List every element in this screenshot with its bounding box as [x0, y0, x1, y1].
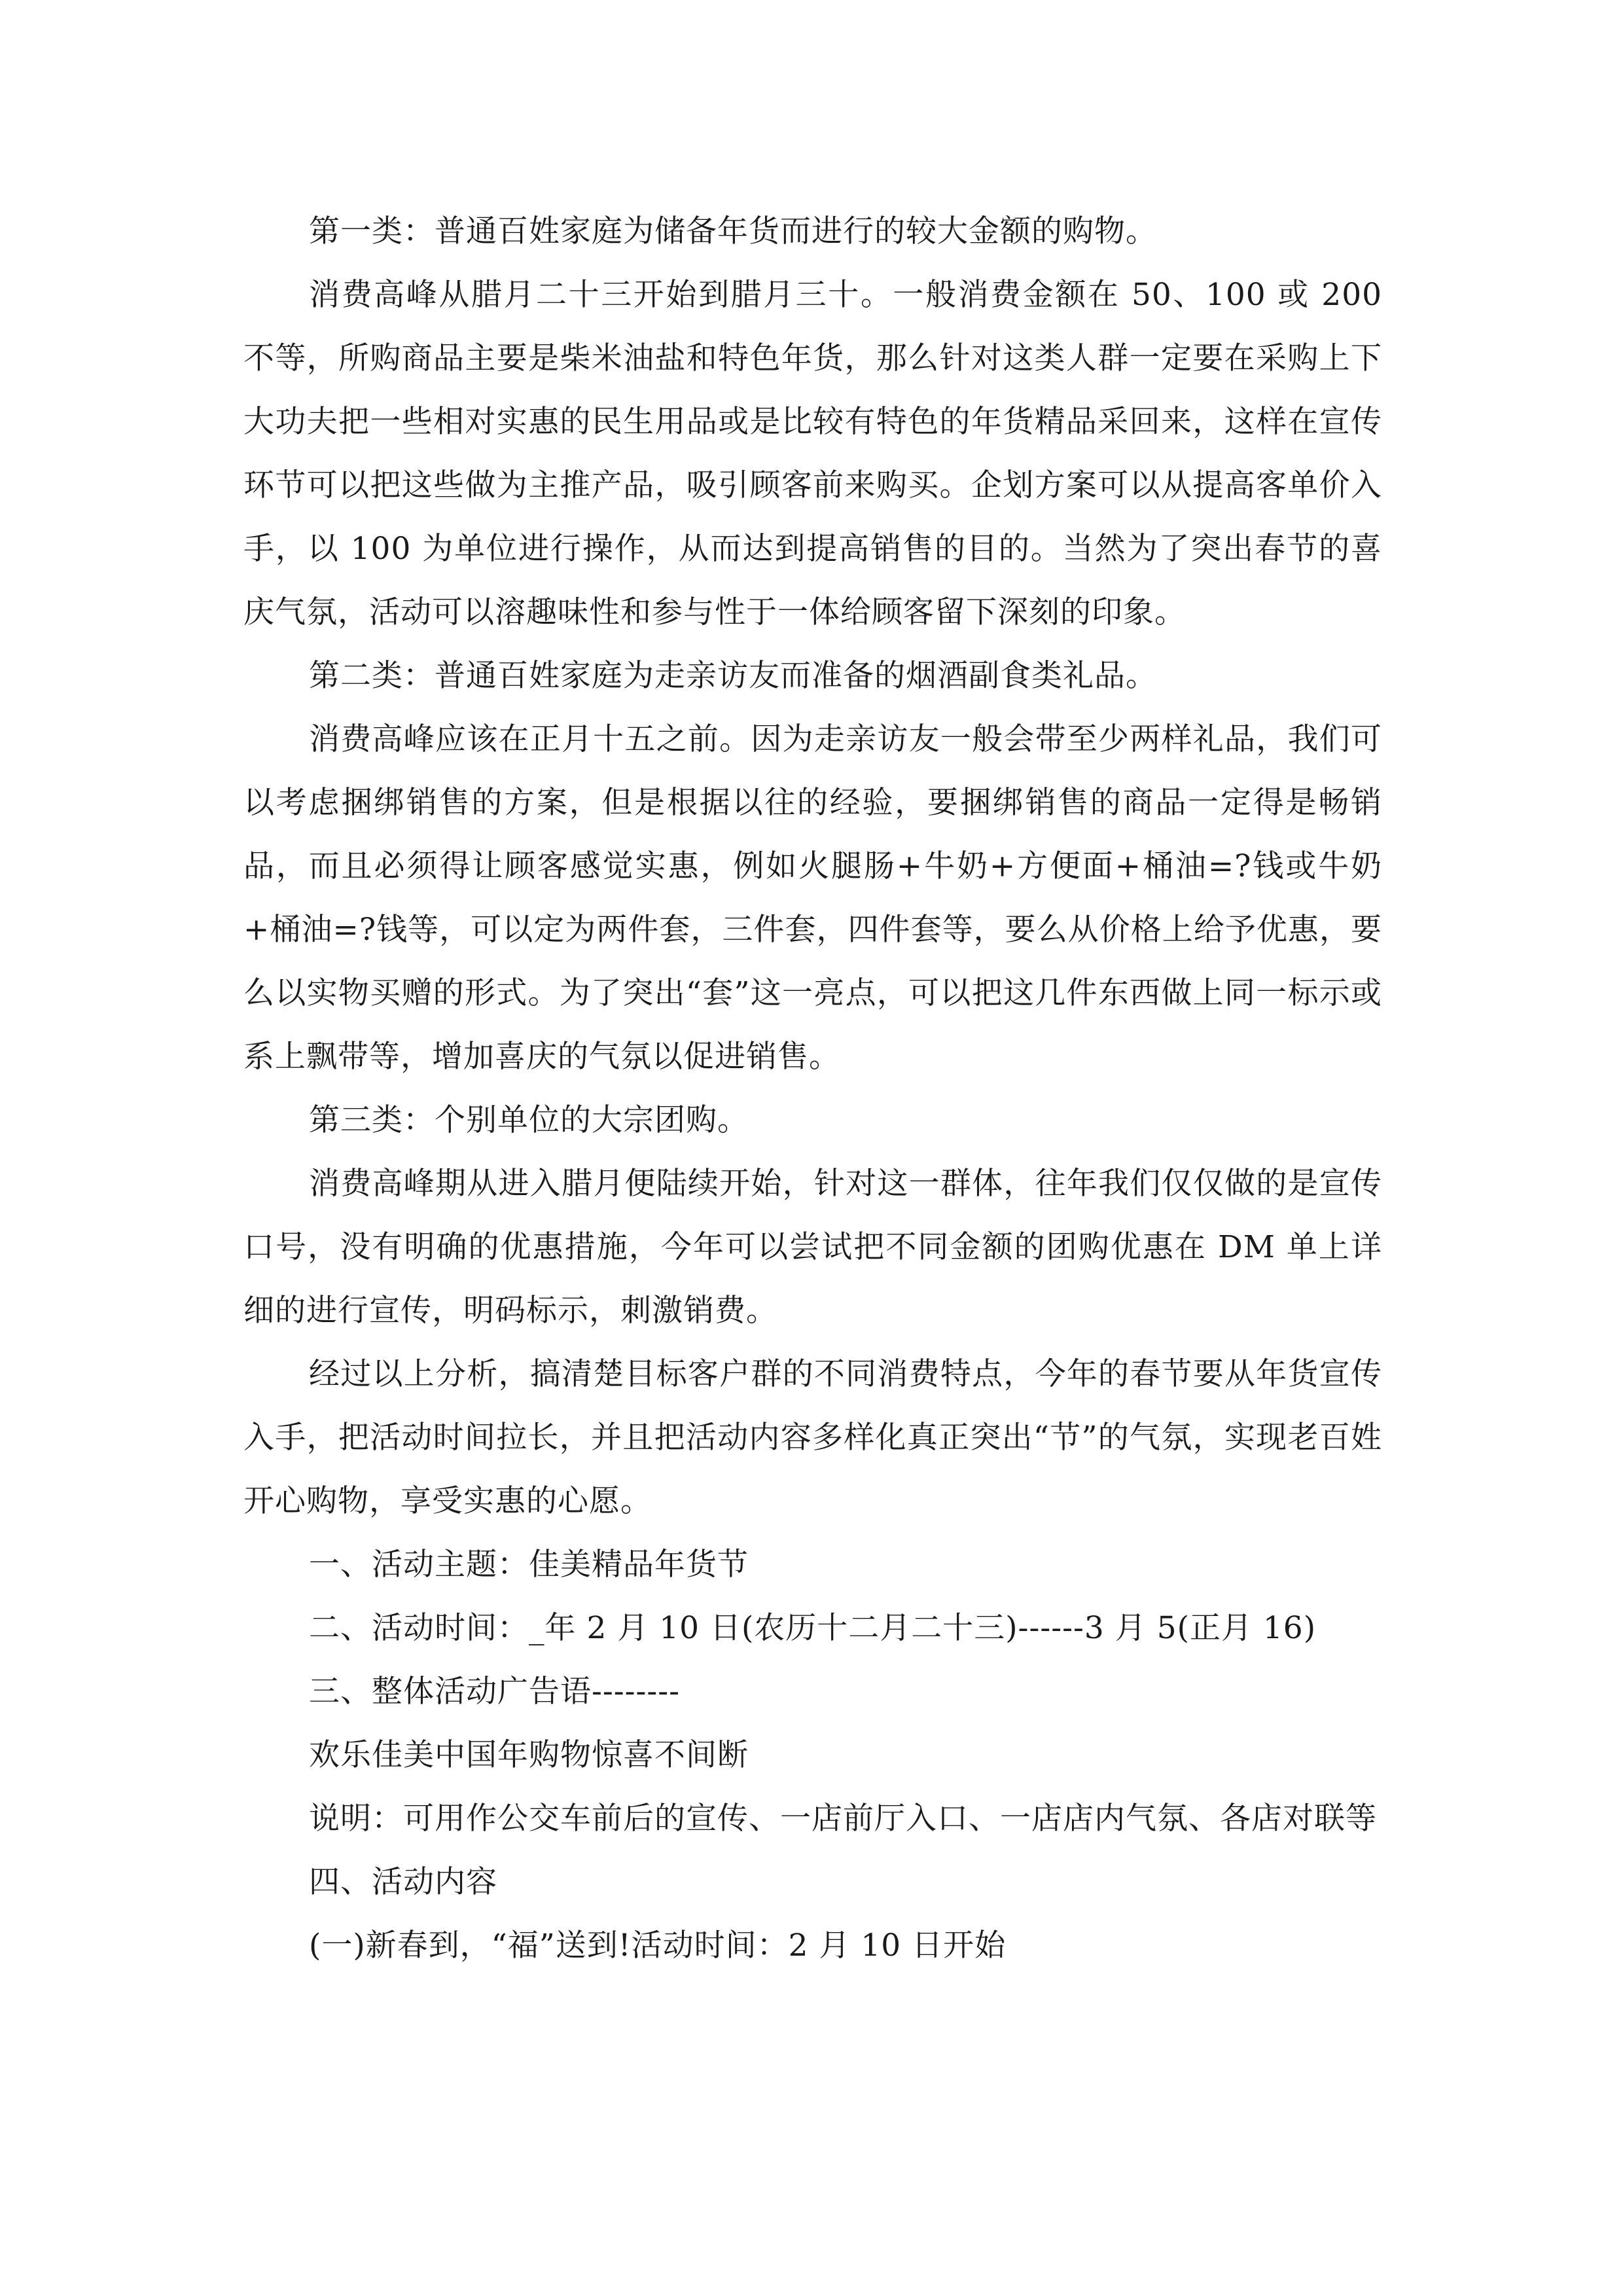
slogan-text: 欢乐佳美中国年购物惊喜不间断 — [309, 1737, 749, 1773]
paragraph-category-3-body: 消费高峰期从进入腊月便陆续开始，针对这一群体，往年我们仅仅做的是宣传口号，没有明确的优惠措施，今年可以尝试把不同金额的团购优惠在 DM 单上详细的进行宣传，明码标示，刺激销费。 — [243, 1166, 1382, 1329]
section-activity-content-heading: 四、活动内容 — [309, 1864, 497, 1900]
section-slogan-heading: 三、整体活动广告语-------- — [309, 1674, 681, 1710]
paragraph-category-2-body: 消费高峰应该在正月十五之前。因为走亲访友一般会带至少两样礼品，我们可以考虑捆绑销售的方案，但是根据以往的经验，要捆绑销售的商品一定得是畅销品，而且必须得让顾客感觉实惠，例如火腿肠+牛奶+方便面+桶油=?钱或牛奶+桶油=?钱等，可以定为两件套，三件套，四件套等，要么从价格上给予优惠，要么以实物买赠的形式。为了突出“套”这一亮点，可以把这几件东西做上同一标示或系上飘带等，增加喜庆的气氛以促进销售。 — [243, 721, 1382, 1075]
section-activity-theme: 一、活动主题：佳美精品年货节 — [309, 1547, 749, 1583]
paragraph-category-2-title: 第二类：普通百姓家庭为走亲访友而准备的烟酒副食类礼品。 — [309, 658, 1157, 694]
paragraph-category-3-title: 第三类：个别单位的大宗团购。 — [309, 1102, 749, 1138]
document-body — [243, 200, 1382, 1977]
paragraph-category-1-body: 消费高峰从腊月二十三开始到腊月三十。一般消费金额在 50、100 或 200 不等，所购商品主要是柴米油盐和特色年货，那么针对这类人群一定要在采购上下大功夫把一些相对实惠的民生用品或是比较有特色的年货精品采回来，这样在宣传环节可以把这些做为主推产品，吸引顾客前来购买。企划方案可以从提高客单价入手，以 100 为单位进行操作，从而达到提高销售的目的。当然为了突出春节的喜庆气氛，活动可以溶趣味性和参与性于一体给顾客留下深刻的印象。 — [243, 277, 1382, 630]
slogan-usage-note: 说明：可用作公交车前后的宣传、一店前厅入口、一店店内气氛、各店对联等 — [309, 1801, 1377, 1837]
paragraph-category-1-title: 第一类：普通百姓家庭为储备年货而进行的较大金额的购物。 — [309, 213, 1157, 249]
sub-activity-1-heading: (一)新春到，“福”送到!活动时间：2 月 10 日开始 — [309, 1928, 1007, 1964]
paragraph-analysis-summary: 经过以上分析，搞清楚目标客户群的不同消费特点，今年的春节要从年货宣传入手，把活动时间拉长，并且把活动内容多样化真正突出“节”的气氛，实现老百姓开心购物，享受实惠的心愿。 — [243, 1356, 1382, 1519]
section-activity-time: 二、活动时间：_年 2 月 10 日(农历十二月二十三)------3 月 5(正月 16) — [309, 1610, 1317, 1646]
